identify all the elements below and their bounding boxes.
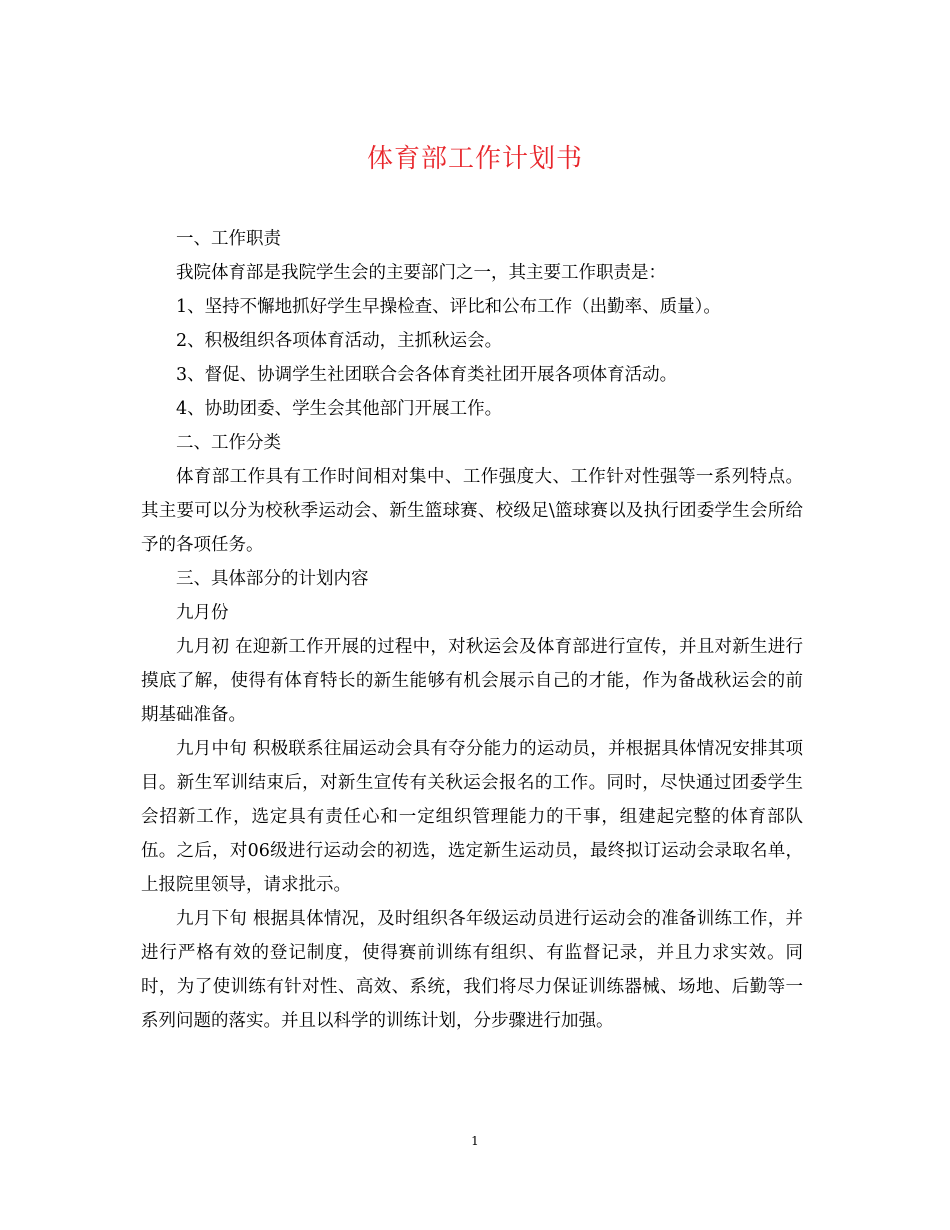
document-body <box>141 222 803 1038</box>
list-item-duty-2: 2、积极组织各项体育活动，主抓秋运会。 <box>176 331 503 351</box>
paragraph-duties-intro: 我院体育部是我院学生会的主要部门之一，其主要工作职责是： <box>176 263 666 283</box>
paragraph-mid-september: 九月中旬 积极联系往届运动会具有夺分能力的运动员，并根据具体情况安排其项目。新生军训结束后，对新生宣传有关秋运会报名的工作。同时，尽快通过团委学生会招新工作，选定具有责任心和一定组织管理能力的干事，组建起完整的体育部队伍。之后，对06级进行运动会的初选，选定新生运动员，最终拟订运动会录取名单，上报院里领导，请求批示。 <box>141 739 803 895</box>
section-heading-plan: 三、具体部分的计划内容 <box>176 569 369 589</box>
subheading-september: 九月份 <box>176 603 229 623</box>
document-title: 体育部工作计划书 <box>366 144 583 174</box>
section-heading-classification: 二、工作分类 <box>176 433 281 453</box>
paragraph-early-september: 九月初 在迎新工作开展的过程中，对秋运会及体育部进行宣传，并且对新生进行摸底了解，使得有体育特长的新生能够有机会展示自己的才能，作为备战秋运会的前期基础准备。 <box>141 637 803 725</box>
list-item-duty-4: 4、协助团委、学生会其他部门开展工作。 <box>176 399 503 419</box>
paragraph-late-september: 九月下旬 根据具体情况，及时组织各年级运动员进行运动会的准备训练工作，并进行严格有效的登记制度，使得赛前训练有组织、有监督记录，并且力求实效。同时，为了使训练有针对性、高效、系统，我们将尽力保证训练器械、场地、后勤等一系列问题的落实。并且以科学的训练计划，分步骤进行加强。 <box>141 909 803 1031</box>
page-number: 1 <box>471 1134 479 1148</box>
paragraph-classification: 体育部工作具有工作时间相对集中、工作强度大、工作针对性强等一系列特点。其主要可以分为校秋季运动会、新生篮球赛、校级足\篮球赛以及执行团委学生会所给予的各项任务。 <box>141 467 803 555</box>
list-item-duty-3: 3、督促、协调学生社团联合会各体育类社团开展各项体育活动。 <box>176 365 678 385</box>
section-heading-duties: 一、工作职责 <box>176 229 281 249</box>
list-item-duty-1: 1、坚持不懈地抓好学生早操检查、评比和公布工作（出勤率、质量）。 <box>176 297 721 317</box>
